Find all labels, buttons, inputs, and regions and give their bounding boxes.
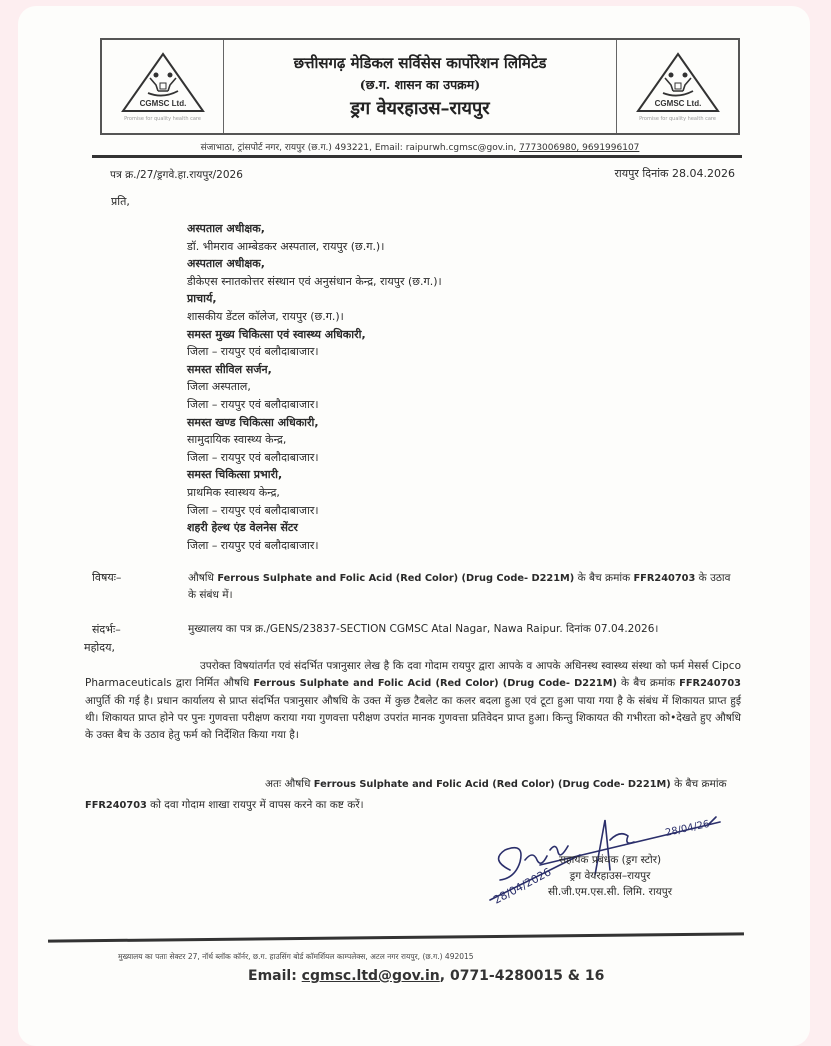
addressee-line: जिला – रायपुर एवं बलौदाबाजार।: [187, 345, 319, 359]
subject-part: के बैच क्रमांक: [574, 572, 634, 584]
addressee-line: समस्त चिकित्सा प्रभारी,: [187, 468, 283, 482]
batch-number: FFR240703: [633, 573, 696, 584]
cgmsc-logo-icon: [120, 51, 206, 115]
addressee-line: जिला – रायपुर एवं बलौदाबाजार।: [187, 450, 319, 464]
closing-part: को दवा गोदाम शाखा रायपुर में वापस करने का कष्ट करें।: [146, 799, 364, 811]
to-label: प्रति,: [111, 195, 130, 208]
salutation: महोदय,: [84, 641, 115, 654]
cgmsc-logo-left: [102, 40, 224, 133]
logo-tagline: Promise for quality health care: [124, 116, 201, 122]
addressee-line: शहरी हेल्थ एंड वेलनेस सेंटर: [187, 521, 298, 535]
drug-name: Ferrous Sulphate and Folic Acid (Red Color) (Drug Code- D221M): [217, 573, 575, 584]
subject-part: के उठाव के संबंध में।: [188, 572, 731, 601]
addressee-line: डीकेएस स्नातकोत्तर संस्थान एवं अनुसंधान केन्द्र, रायपुर (छ.ग.)।: [187, 274, 442, 288]
cgmsc-logo-icon: [635, 51, 721, 115]
date-label: रायपुर दिनांक: [614, 167, 669, 180]
subject-part: औषधि: [188, 572, 218, 584]
addressee-list: [187, 220, 442, 554]
addressee-line: प्राथमिक स्वास्थय केन्द्र,: [187, 485, 280, 499]
subject-label: विषयः–: [92, 571, 122, 584]
letter-reference-number: पत्र क्र./27/ड्रगवे.हा.रायपुर/2026: [110, 169, 243, 181]
logo-tagline: Promise for quality health care: [639, 116, 716, 122]
logo-text: CGMSC Ltd.: [139, 99, 186, 108]
addressee-line: प्राचार्य,: [187, 292, 217, 306]
email-label: Email:: [248, 968, 302, 984]
signatory-block: [548, 852, 672, 900]
addressee-line: जिला अस्पताल,: [187, 380, 251, 394]
signatory-unit: ड्रग वेयरहाउस–रायपुर: [569, 870, 651, 882]
logo-text: CGMSC Ltd.: [654, 99, 701, 108]
addressee-line: जिला – रायपुर एवं बलौदाबाजार।: [187, 503, 319, 517]
body-part: के बैच क्रमांक: [616, 677, 680, 690]
subject-text: [188, 570, 736, 604]
address-text: संजाभाठा, ट्रांसपोर्ट नगर, रायपुर (छ.ग.) 493221, Email: raipurwh.cgmsc@gov.in,: [200, 143, 520, 153]
addressee-line: समस्त खण्ड चिकित्सा अधिकारी,: [187, 415, 319, 429]
addressee-line: जिला – रायपुर एवं बलौदाबाजार।: [187, 538, 319, 552]
signature-date: 28/04/26: [664, 818, 711, 839]
cgmsc-logo-right: [616, 40, 738, 133]
addressee-line: शासकीय डेंटल कॉलेज, रायपुर (छ.ग.)।: [187, 309, 344, 323]
address-phones: 7773006980, 9691996107: [519, 143, 640, 153]
email-link[interactable]: cgmsc.ltd@gov.in: [301, 968, 440, 984]
reference-label: संदर्भः–: [92, 623, 121, 636]
addressee-line: जिला – रायपुर एवं बलौदाबाजार।: [187, 397, 319, 411]
letterhead: [100, 38, 740, 135]
addressee-line: अस्पताल अधीक्षक,: [187, 257, 265, 271]
closing-part: अतः औषधि: [265, 778, 314, 790]
unit-name: ड्रग वेयरहाउस–रायपुर: [350, 98, 490, 119]
letter-date: [614, 166, 735, 181]
body-part: आपुर्ति की गई है। प्रधान कार्यालय से प्राप्त संदर्भित पत्रानुसार औषधि के उक्त में कुछ टैबलेट का कलर बदला हुआ एवं टूटा हुआ पाया गया है के संबंध में शिकायत प्राप्त हुई थी। शिकायत प्राप्त होने पर पुनः गुणवत्ता परीक्षण कराया गया गुणवत्ता परीक्षण उपरांत मानक गुणवत्ता प्रतिवेदन प्राप्त हुआ। किन्तु शिकायत की गभीरता को•देखते हुए औषधि के उक्त बैच के उठाव हेतु फर्म को निर्देशित किया गया है।: [85, 694, 741, 742]
hq-address: मुख्यालय का पताः सेक्टर 27, नॉर्थ ब्लॉक कॉर्नर, छ.ग. हाउसिंग बोर्ड कॉमर्शियल काम्पलेक्स, अटल नगर रायपुर, (छ.ग.) 492015: [118, 952, 474, 961]
letterhead-address: [100, 140, 740, 153]
drug-name: Ferrous Sulphate and Folic Acid (Red Color) (Drug Code- D221M): [253, 678, 617, 690]
addressee-line: समस्त सीविल सर्जन,: [187, 362, 272, 376]
org-name: छत्तीसगढ़ मेडिकल सर्विसेस कार्पोरेशन लिमिटेड: [293, 54, 547, 72]
header-divider: [92, 155, 742, 158]
footer-phones: , 0771-4280015 & 16: [439, 968, 605, 984]
addressee-line: सामुदायिक स्वास्थ्य केन्द्र,: [187, 433, 287, 447]
body-part: उपरोक्त विषयांतर्गत एवं संदर्भित पत्रानुसार लेख है कि दवा गोदाम रायपुर द्वारा आपके व आपके अधिनस्थ स्वास्थ्य संस्था को फर्म मेसर्स Cipco Pharmaceuticals द्वारा निर्मित औषधि: [85, 660, 741, 690]
addressee-line: समस्त मुख्य चिकित्सा एवं स्वास्थ्य अधिकारी,: [187, 327, 366, 341]
org-subtitle: (छ.ग. शासन का उपक्रम): [359, 77, 481, 92]
batch-number: FFR240703: [679, 678, 741, 690]
addressee-line: अस्पताल अधीक्षक,: [187, 222, 265, 235]
addressee-line: डॉ. भीमराव आम्बेडकर अस्पताल, रायपुर (छ.ग.)।: [187, 239, 385, 253]
date-value: 28.04.2026: [672, 167, 735, 180]
signatory-designation: सहायक प्रबंधक (ड्रग स्टोर): [558, 854, 662, 866]
reference-text: मुख्यालय का पत्र क्र./GENS/23837-SECTION CGMSC Atal Nagar, Nawa Raipur. दिनांक 07.04.2026।: [188, 623, 659, 635]
drug-name: Ferrous Sulphate and Folic Acid (Red Color) (Drug Code- D221M): [313, 779, 671, 790]
signatory-org: सी.जी.एम.एस.सी. लिमि. रायपुर: [548, 886, 673, 898]
batch-number: FFR240703: [85, 800, 147, 811]
footer-contact: [248, 968, 604, 984]
signature-date: 28/04/2026: [491, 865, 554, 907]
closing-part: के बैच क्रमांक: [670, 778, 727, 790]
body-paragraph: [85, 658, 741, 744]
